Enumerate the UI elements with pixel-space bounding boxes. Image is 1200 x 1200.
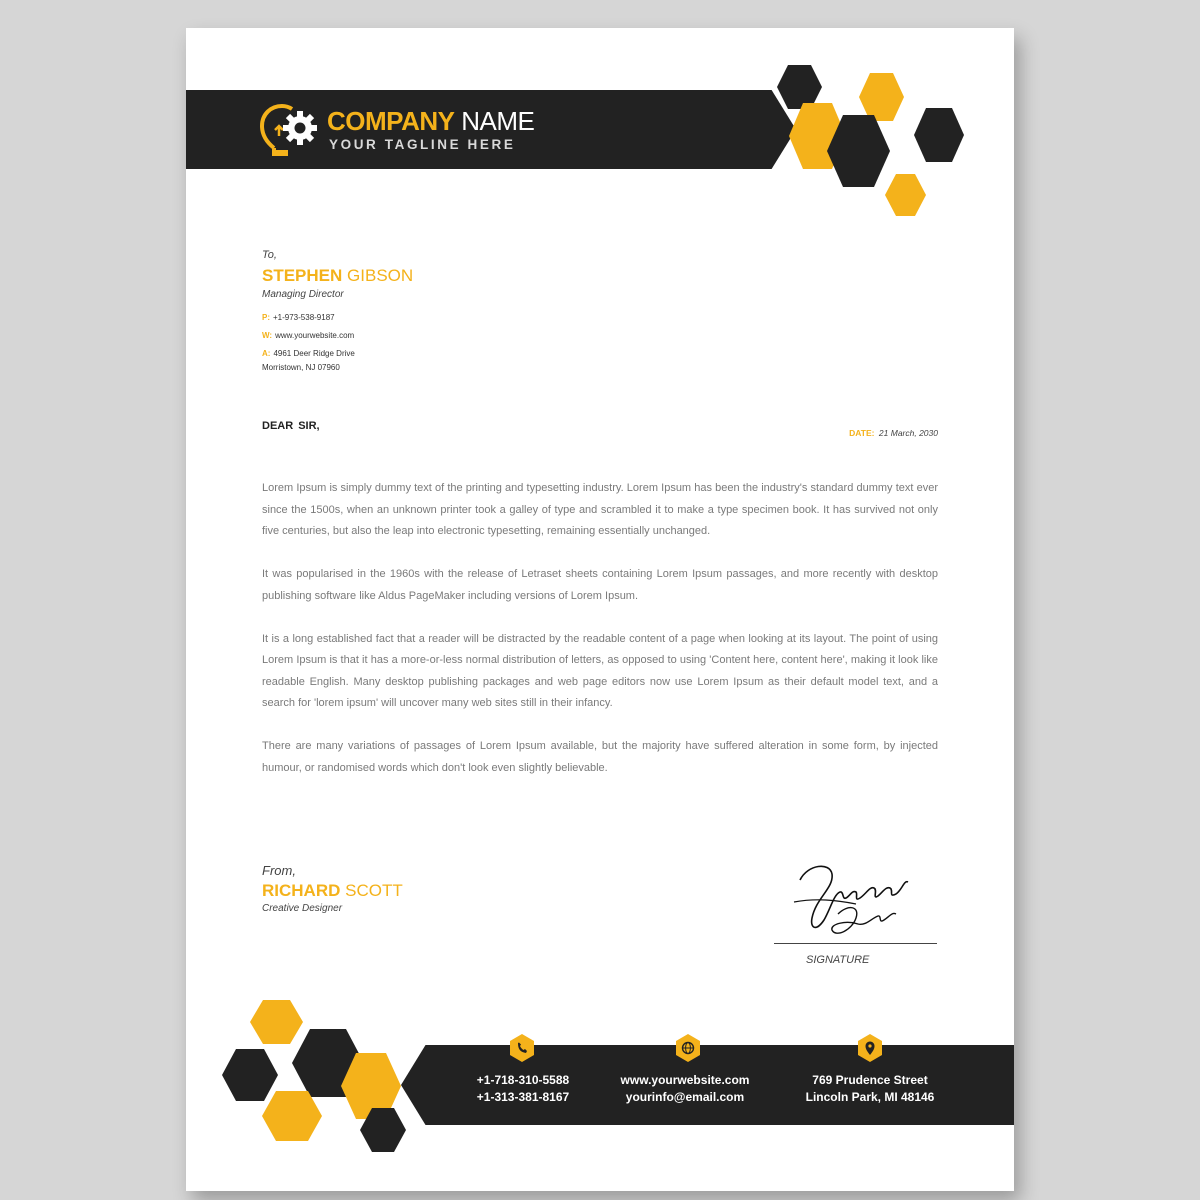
sender-title: Creative Designer <box>262 903 343 914</box>
sender-first-name: RICHARD <box>262 881 341 900</box>
sender-last-name: SCOTT <box>345 881 403 900</box>
signature-line <box>774 943 937 944</box>
from-label: From, <box>262 863 296 878</box>
footer-phone-2: +1-313-381-8167 <box>476 1090 570 1104</box>
company-name-rest: NAME <box>461 106 535 136</box>
footer-address-1: 769 Prudence Street <box>812 1073 928 1087</box>
footer-hexagon-decoration <box>216 993 436 1191</box>
address-label: A: <box>262 349 271 358</box>
letter-body <box>262 478 938 801</box>
footer-address-block <box>790 1072 950 1106</box>
footer-web-block <box>610 1072 760 1106</box>
web-label: W: <box>262 331 273 340</box>
recipient-phone-row <box>262 313 335 322</box>
recipient-address-line1: 4961 Deer Ridge Drive <box>273 349 355 358</box>
company-name-bold: COMPANY <box>327 106 455 136</box>
letterhead-page <box>186 28 1014 1191</box>
salutation: DEAR SIR, <box>262 420 320 432</box>
phone-label: P: <box>262 313 270 322</box>
recipient-address-row <box>262 349 355 358</box>
company-tagline: YOUR TAGLINE HERE <box>329 137 516 152</box>
recipient-last-name: GIBSON <box>347 266 414 285</box>
date-row <box>849 423 938 441</box>
globe-icon <box>674 1033 702 1063</box>
lightbulb-gear-icon <box>258 102 322 158</box>
recipient-phone: +1-973-538-9187 <box>273 313 335 322</box>
body-paragraph: Lorem Ipsum is simply dummy text of the printing and typesetting industry. Lorem Ipsum has been the industry's standard dummy text ever since the 1500s, when an unknown printer took a galley of type and scrambled it to make a type specimen book. It has survived not only five centuries, but also the leap into electronic typesetting, remaining essentially unchanged. <box>262 482 938 537</box>
signature-label: SIGNATURE <box>806 954 870 966</box>
footer-website: www.yourwebsite.com <box>620 1073 750 1087</box>
footer-phone-1: +1-718-310-5588 <box>476 1073 570 1087</box>
recipient-address-line2: Morristown, NJ 07960 <box>262 363 340 372</box>
date-value: 21 March, 2030 <box>878 428 938 438</box>
date-label: DATE: <box>849 428 875 438</box>
footer-email: yourinfo@email.com <box>625 1090 745 1104</box>
phone-icon <box>508 1033 536 1063</box>
to-label: To, <box>262 249 277 261</box>
handwritten-signature <box>786 858 926 948</box>
recipient-title: Managing Director <box>262 289 344 300</box>
sender-name <box>262 881 403 901</box>
recipient-first-name: STEPHEN <box>262 266 343 285</box>
recipient-name <box>262 266 413 286</box>
recipient-website: www.yourwebsite.com <box>275 331 355 340</box>
company-name <box>327 106 534 137</box>
header-hexagon-decoration <box>766 58 986 258</box>
body-paragraph: There are many variations of passages of Lorem Ipsum available, but the majority have suffered alteration in some form, by injected humour, or randomised words which don't look even slightly believable. <box>262 740 938 774</box>
body-paragraph: It was popularised in the 1960s with the release of Letraset sheets containing Lorem Ipsum passages, and more recently with desktop publishing software like Aldus PageMaker including versions of Lorem Ipsum. <box>262 568 938 602</box>
footer-address-2: Lincoln Park, MI 48146 <box>805 1090 935 1104</box>
map-pin-icon <box>856 1033 884 1063</box>
body-paragraph: It is a long established fact that a reader will be distracted by the readable content of a page when looking at its layout. The point of using Lorem Ipsum is that it has a more-or-less normal distribution of letters, as opposed to using 'Content here, content here', making it look like readable English. Many desktop publishing packages and web page editors now use Lorem Ipsum as their default model text, and a search for 'lorem ipsum' will uncover many web sites still in their infancy. <box>262 632 938 709</box>
recipient-web-row <box>262 331 354 340</box>
footer-phone-block <box>458 1072 588 1106</box>
